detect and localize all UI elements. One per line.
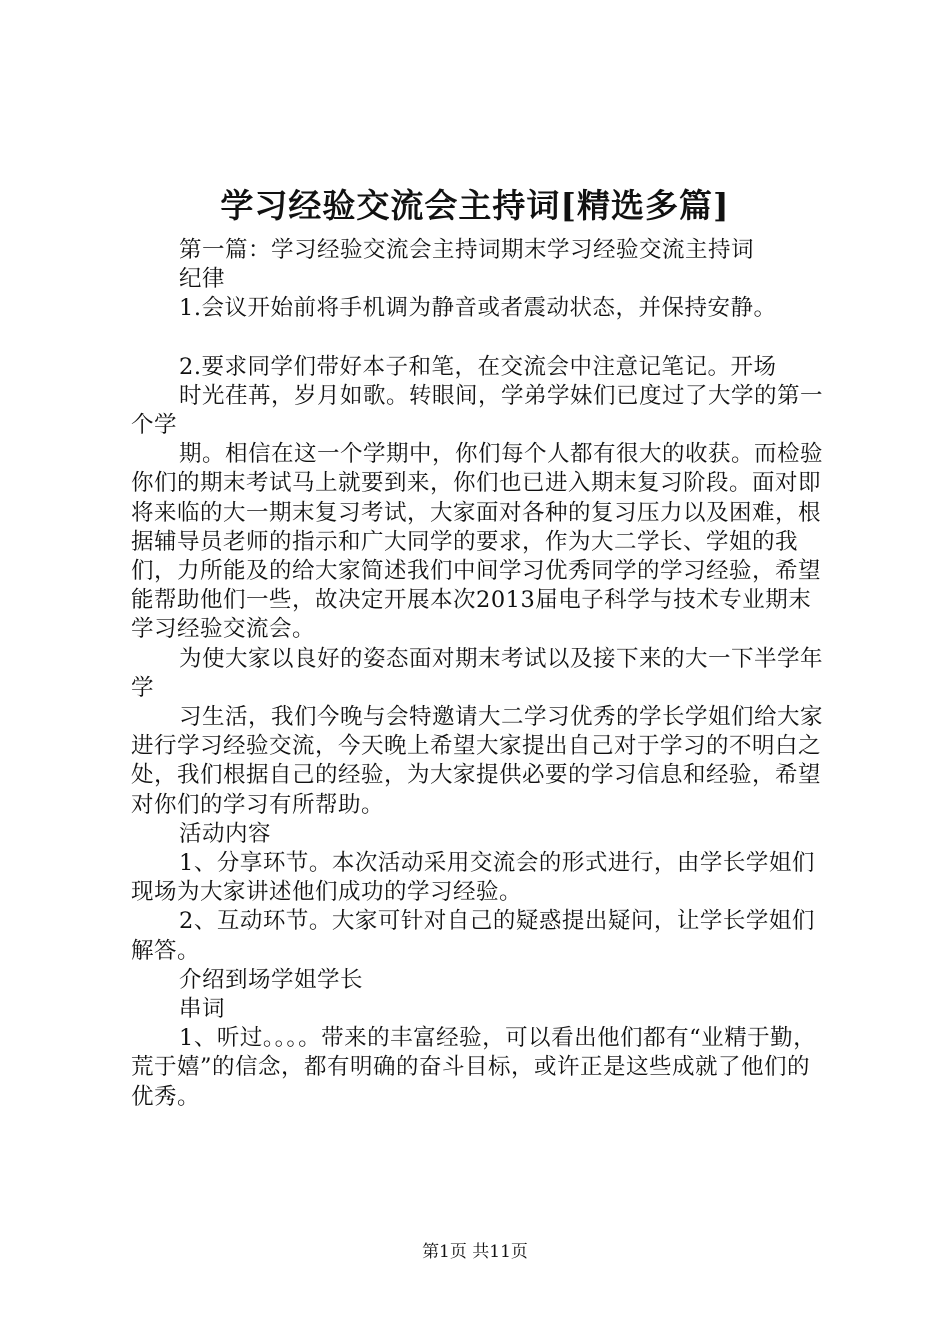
paragraph-purpose-1: 为使大家以良好的姿态面对期末考试以及接下来的大一下半学年学 (131, 645, 824, 701)
paragraph-transition-1: 1、听过。。。。带来的丰富经验，可以看出他们都有“业精于勤，荒于嬉”的信念，都有明确的奋斗目标，或许正是这些成就了他们的优秀。 (131, 1025, 817, 1110)
paragraph-purpose-2: 习生活，我们今晚与会特邀请大二学习优秀的学长学姐们给大家进行学习经验交流，今天晚上希望大家提出自己对于学习的不明白之处，我们根据自己的经验，为大家提供必要的学习信息和经验，希望对你们的学习有所帮助。 (131, 704, 824, 818)
paragraph-activity-heading: 活动内容 (179, 820, 272, 847)
paragraph-opening-1: 时光荏苒，岁月如歌。转眼间，学弟学妹们已度过了大学的第一个学 (131, 382, 824, 439)
paragraph-rule-2: 2.要求同学们带好本子和笔，在交流会中注意记笔记。开场 (179, 353, 777, 380)
page-indicator: 第1页 共11页 (422, 1242, 528, 1262)
paragraph-opening-2: 期。相信在这一个学期中，你们每个人都有很大的收获。而检验你们的期末考试马上就要到来，你们也已进入期末复习阶段。面对即将来临的大一期末复习考试，大家面对各种的复习压力以及困难，根据辅导员老师的指示和广大同学的要求，作为大二学长、学姐的我们，力所能及的给大家简述我们中间学习优秀同学的学习经验，希望能帮助他们一些，故决定开展本次2013届电子科学与技术专业期末学习经验交流会。 (131, 441, 824, 643)
document-body (131, 236, 831, 1112)
paragraph-introduce: 介绍到场学姐学长 (179, 966, 364, 993)
paragraph-section-label: 纪律 (179, 266, 226, 293)
document-title: 学习经验交流会主持词[精选多篇] (220, 186, 730, 225)
paragraph-transition-heading: 串词 (179, 996, 226, 1023)
paragraph-rule-1: 1.会议开始前将手机调为静音或者震动状态，并保持安静。 (179, 295, 777, 322)
paragraph-heading: 第一篇：学习经验交流会主持词期末学习经验交流主持词 (179, 237, 755, 263)
paragraph-activity-1: 1、分享环节。本次活动采用交流会的形式进行，由学长学姐们现场为大家讲述他们成功的学习经验。 (131, 850, 815, 906)
paragraph-activity-2: 2、互动环节。大家可针对自己的疑惑提出疑问，让学长学姐们解答。 (131, 908, 815, 964)
